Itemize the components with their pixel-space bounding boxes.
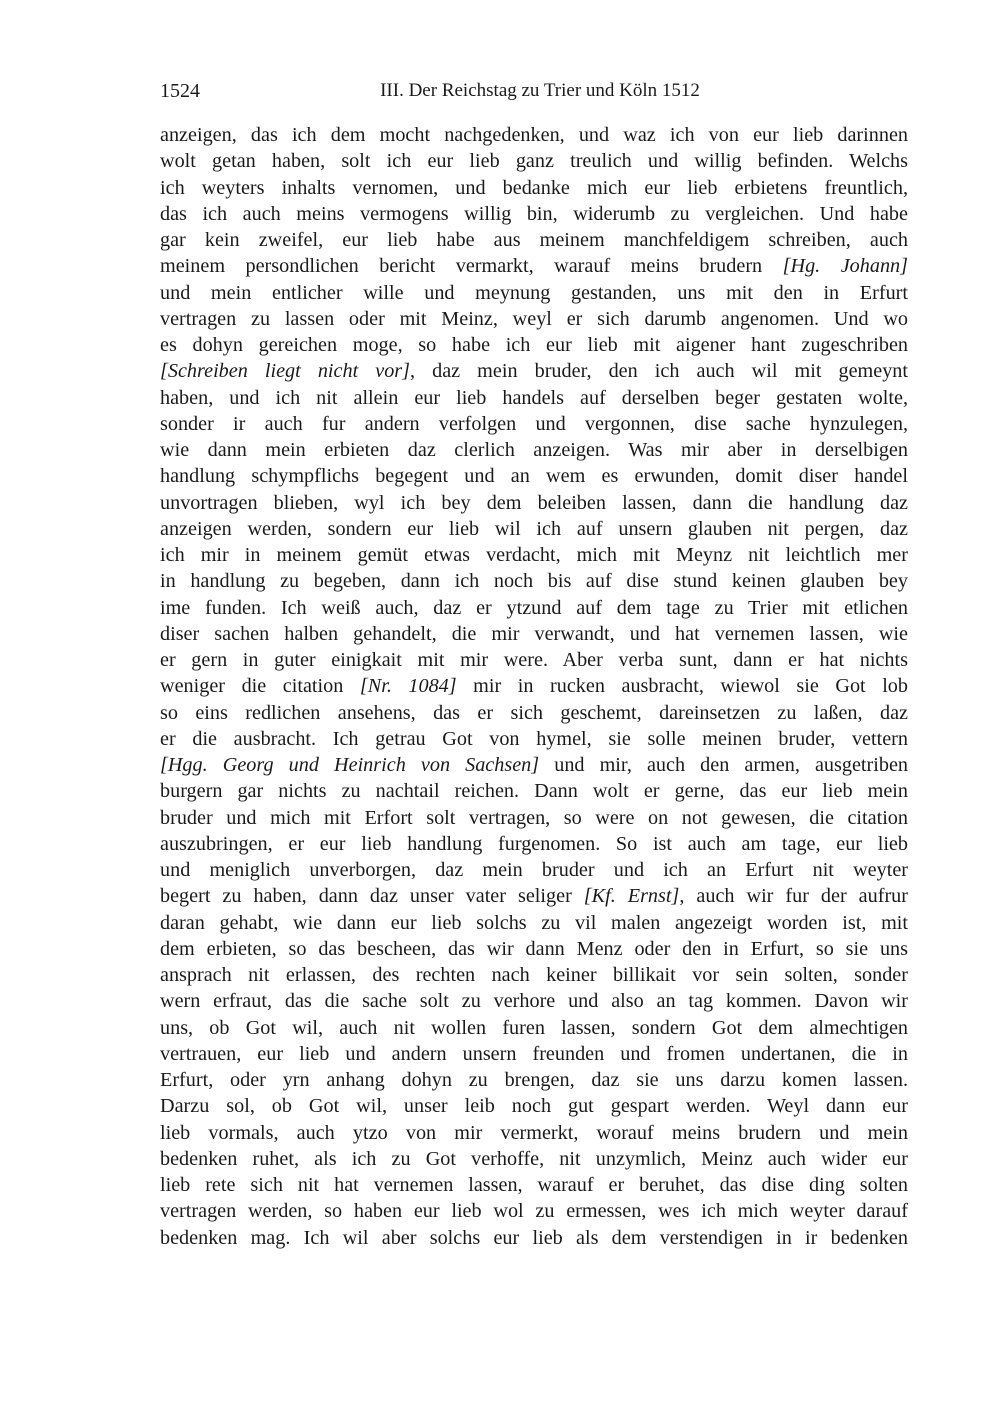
text-segment: in handlung zu begeben, dann ich noch bis auf dise stund keinen glauben bey [160,570,908,593]
text-segment: und mir, auch den armen, ausgetriben [539,754,908,776]
text-segment: sonder ir auch fur andern verfolgen und vergonnen, dise sache hynzulegen, [160,412,908,435]
text-segment: begert zu haben, dann daz unser vater seliger [160,885,584,908]
text-line [160,227,908,253]
text-line [160,778,908,804]
text-line [160,1067,908,1093]
text-segment: wolt getan haben, solt ich eur lieb ganz treulich und willig befinden. Welchs [160,150,908,173]
text-segment: er gern in guter einigkait mit mir were. Aber verba sunt, dann er hat nichts [160,649,908,671]
text-line [160,647,908,673]
text-line [160,831,908,857]
editorial-annotation: [Kf. Ernst] [583,885,680,908]
text-segment: diser sachen halben gehandelt, die mir verwandt, und hat vernemen lassen, wie [160,622,908,645]
text-segment: vertragen zu lassen oder mit Meinz, weyl er sich darumb angenomen. Und wo [160,307,908,330]
text-line [160,516,908,542]
text-line [160,542,908,568]
text-segment: vertragen werden, so haben eur lieb wol zu ermessen, wes ich mich weyter darauf [160,1200,908,1223]
text-segment: das ich auch meins vermogens willig bin, widerumb zu vergleichen. Und habe [160,202,908,225]
text-segment: er die ausbracht. Ich getrau Got von hymel, sie solle meinen bruder, vettern [160,727,908,750]
text-line [160,306,908,332]
text-line [160,1172,908,1198]
text-segment: ime funden. Ich weiß auch, daz er ytzund auf dem tage zu Trier mit etlichen [160,596,908,619]
text-segment: daran gehabt, wie dann eur lieb solchs zu vil malen angezeigt worden ist, mit [160,911,908,934]
editorial-annotation: [Hgg. Georg und Heinrich von Sachsen] [160,754,540,776]
text-segment: lieb rete sich nit hat vernemen lassen, warauf er beruhet, das dise ding solten [160,1174,908,1196]
text-segment: lieb vormals, auch ytzo von mir vermerkt, worauf meins brudern und mein [160,1121,908,1144]
text-line [160,385,908,411]
text-line [160,122,908,148]
text-line [160,437,908,463]
text-line [160,411,908,437]
text-segment: auszubringen, er eur lieb handlung furgenomen. So ist auch am tage, eur lieb [160,832,908,855]
text-line [160,1120,908,1146]
text-line [160,726,908,752]
text-line [160,883,908,909]
text-segment: Erfurt, oder yrn anhang dohyn zu brengen, daz sie uns darzu komen lassen. [160,1069,908,1091]
text-line [160,621,908,647]
text-segment: anzeigen werden, sondern eur lieb wil ich auf unsern glauben nit pergen, daz [160,517,908,540]
text-segment: bruder und mich mit Erfort solt vertragen, so were on not gewesen, die citation [160,806,908,829]
text-segment: bedenken mag. Ich wil aber solchs eur lieb als dem verstendigen in ir bedenken [160,1226,908,1249]
text-line [160,280,908,306]
text-segment: wie dann mein erbieten daz clerlich anzeigen. Was mir aber in derselbigen [160,439,908,461]
body-text [160,122,908,1251]
page-number: 1524 [160,80,200,102]
text-segment: so eins redlichen ansehens, das er sich geschemt, dareinsetzen zu laßen, daz [160,701,908,724]
text-line [160,595,908,621]
text-segment: Darzu sol, ob Got wil, unser leib noch gut gespart werden. Weyl dann eur [160,1095,908,1118]
running-title: III. Der Reichstag zu Trier und Köln 1512 [380,80,700,101]
text-line [160,673,908,699]
text-line [160,936,908,962]
text-line [160,463,908,489]
text-line [160,857,908,883]
text-segment: gar kein zweifel, eur lieb habe aus meinem manchfeldigem schreiben, auch [160,229,908,251]
text-segment: ansprach nit erlassen, des rechten nach keiner billikait vor sein solten, sonder [160,964,908,986]
text-line [160,253,908,279]
text-segment: bedenken ruhet, als ich zu Got verhoffe, nit unzymlich, Meinz auch wider eur [160,1147,908,1170]
text-segment: mir in rucken ausbracht, wiewol sie Got lob [456,675,908,698]
text-segment: dem erbieten, so das bescheen, das wir dann Menz oder den in Erfurt, so sie uns [160,937,908,960]
text-line [160,910,908,936]
page-header [160,80,908,106]
text-line [160,805,908,831]
text-segment: vertrauen, eur lieb und andern unsern freunden und fromen undertanen, die in [160,1042,908,1065]
text-line [160,752,908,778]
text-line [160,201,908,227]
text-line [160,1093,908,1119]
text-segment: weniger die citation [160,675,360,698]
text-line [160,1041,908,1067]
text-line [160,332,908,358]
text-line [160,1198,908,1224]
editorial-annotation: [Hg. Johann] [782,255,908,278]
text-line [160,1015,908,1041]
text-line [160,490,908,516]
text-segment: es dohyn gereichen moge, so habe ich eur lieb mit aigener hant zugeschriben [160,334,908,356]
text-segment: , auch wir fur der aufrur [679,885,908,908]
text-segment: anzeigen, das ich dem mocht nachgedenken, und waz ich von eur lieb darinnen [160,124,908,146]
text-segment: und mein entlicher wille und meynung gestanden, uns mit den in Erfurt [160,281,908,304]
text-line [160,148,908,174]
text-line [160,1146,908,1172]
text-segment: und meniglich unverborgen, daz mein bruder und ich an Erfurt nit weyter [160,859,908,881]
text-segment: wern erfraut, das die sache solt zu verhore und also an tag kommen. Davon wir [160,990,908,1013]
text-segment: handlung schympflichs begegent und an wem es erwunden, domit diser handel [160,465,908,488]
text-line [160,700,908,726]
text-line [160,962,908,988]
text-segment: meinem persondlichen bericht vermarkt, warauf meins brudern [160,255,783,278]
text-segment: ich weyters inhalts vernomen, und bedanke mich eur lieb erbietens freuntlich, [160,176,908,199]
editorial-annotation: [Nr. 1084] [359,675,457,698]
text-line [160,988,908,1014]
text-line [160,358,908,384]
text-line [160,1225,908,1251]
text-segment: burgern gar nichts zu nachtail reichen. Dann wolt er gerne, das eur lieb mein [160,780,908,803]
text-segment: ich mir in meinem gemüt etwas verdacht, mich mit Meynz nit leichtlich mer [160,544,908,566]
editorial-annotation: [Schreiben liegt nicht vor] [160,360,411,383]
text-segment: , daz mein bruder, den ich auch wil mit gemeynt [410,360,909,383]
text-line [160,175,908,201]
text-segment: uns, ob Got wil, auch nit wollen furen lassen, sondern Got dem almechtigen [160,1016,908,1039]
text-segment: unvortragen blieben, wyl ich bey dem beleiben lassen, dann die handlung daz [160,491,908,514]
text-segment: haben, und ich nit allein eur lieb handels auf derselben beger gestaten wolte, [160,386,908,409]
text-line [160,568,908,594]
